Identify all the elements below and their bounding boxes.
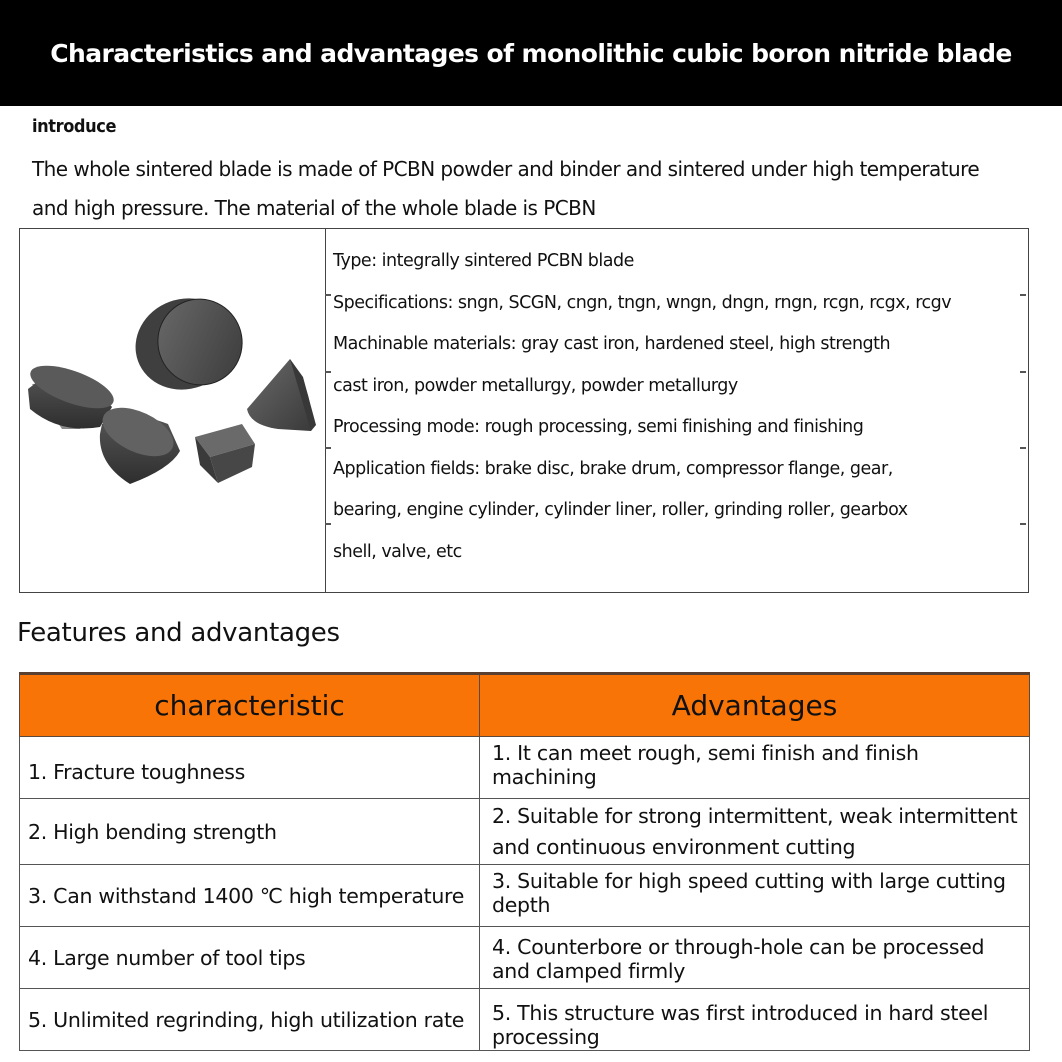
page-title: Characteristics and advantages of monolithic cubic boron nitride blade: [50, 38, 1012, 68]
table-row: [20, 799, 1030, 865]
advantage-cell: [480, 737, 1030, 799]
table-row: [20, 737, 1030, 799]
spec-type: Type: integrally sintered PCBN blade: [333, 251, 634, 271]
characteristic-cell: 5. Unlimited regrinding, high utilization rate: [20, 989, 480, 1051]
spec-applications: Application fields: brake disc, brake drum, compressor flange, gear,: [333, 458, 893, 479]
table-row: [20, 865, 1030, 927]
spec-applications-cont: bearing, engine cylinder, cylinder liner, roller, grinding roller, gearbox: [333, 500, 908, 520]
advantage-line: 3. Suitable for high speed cutting with large cutting: [492, 869, 1006, 893]
advantage-line: and clamped firmly: [492, 959, 686, 983]
divider-tick: [1020, 371, 1026, 373]
advantage-cell: [480, 865, 1030, 927]
advantage-line: depth: [492, 893, 551, 917]
inserts-illustration: [20, 229, 326, 591]
intro-heading: introduce: [32, 116, 117, 137]
divider-tick: [325, 294, 331, 296]
characteristic-cell: 3. Can withstand 1400 ℃ high temperature: [20, 865, 480, 927]
advantage-line: and continuous environment cutting: [492, 835, 856, 859]
spec-list: [333, 241, 1020, 573]
features-heading: Features and advantages: [17, 618, 340, 648]
divider-tick: [325, 523, 331, 525]
divider-tick: [325, 447, 331, 449]
insert-round-large: [123, 285, 255, 404]
spec-applications-end: shell, valve, etc: [333, 541, 462, 562]
table-header-row: [20, 674, 1030, 737]
advantage-cell: [480, 927, 1030, 989]
advantage-cell: [480, 799, 1030, 865]
insert-square: [195, 424, 255, 483]
advantage-line: 4. Counterbore or through-hole can be processed: [492, 935, 985, 959]
advantage-line: 5. This structure was first introduced in hard steel: [492, 1001, 989, 1025]
table-row: [20, 927, 1030, 989]
table-row: [20, 989, 1030, 1051]
advantage-line: 2. Suitable for strong intermittent, weak intermittent: [492, 804, 1018, 828]
divider-tick: [1020, 294, 1026, 296]
divider-tick: [1020, 523, 1026, 525]
spec-processing-mode: Processing mode: rough processing, semi finishing and finishing: [333, 417, 864, 437]
spec-box: [19, 228, 1029, 593]
column-header-characteristic: characteristic: [20, 674, 480, 737]
spec-materials: Machinable materials: gray cast iron, hardened steel, high strength: [333, 334, 891, 354]
product-image: [20, 229, 326, 592]
intro-paragraph: [32, 150, 1042, 228]
spec-specifications: Specifications: sngn, SCGN, cngn, tngn, wngn, dngn, rngn, rcgn, rcgx, rcgv: [333, 292, 952, 313]
intro-line: and high pressure. The material of the whole blade is PCBN: [32, 196, 596, 220]
advantage-line: processing: [492, 1025, 600, 1049]
characteristic-cell: 1. Fracture toughness: [20, 737, 480, 799]
advantage-cell: [480, 989, 1030, 1051]
title-banner: [0, 0, 1062, 106]
spec-materials-cont: cast iron, powder metallurgy, powder metallurgy: [333, 375, 738, 396]
characteristic-cell: 2. High bending strength: [20, 799, 480, 865]
divider-tick: [1020, 447, 1026, 449]
divider-tick: [325, 371, 331, 373]
characteristic-cell: 4. Large number of tool tips: [20, 927, 480, 989]
column-header-advantages: Advantages: [480, 674, 1030, 737]
insert-trigon: [247, 359, 316, 431]
intro-line: The whole sintered blade is made of PCBN powder and binder and sintered under high temperature: [32, 157, 980, 181]
features-table: [19, 672, 1030, 1051]
advantage-line: 1. It can meet rough, semi finish and finish machining: [492, 741, 919, 789]
